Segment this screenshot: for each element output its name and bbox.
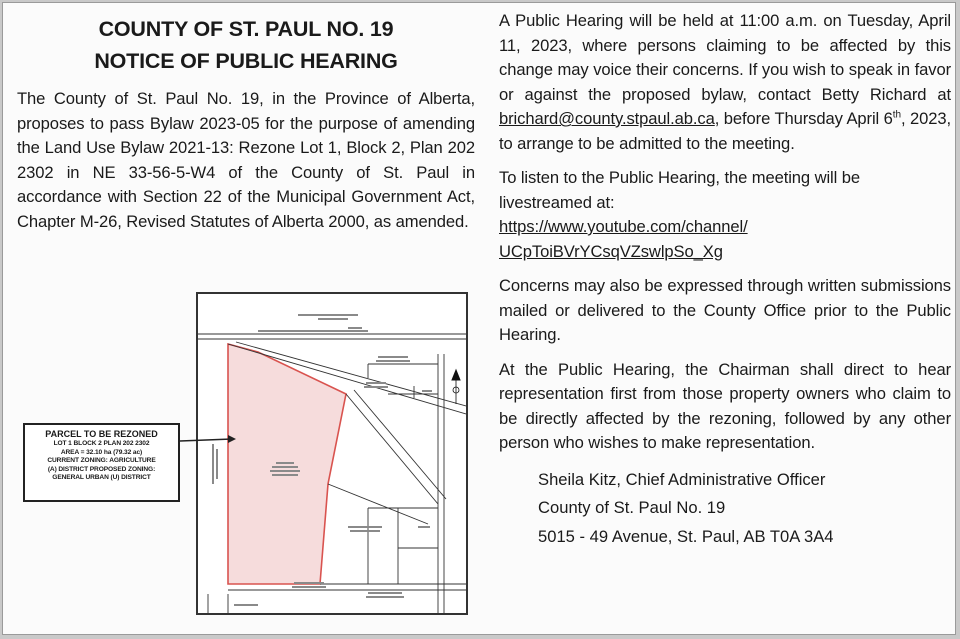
contact-email-link[interactable]: brichard@county.stpaul.ab.ca bbox=[499, 109, 715, 128]
callout-legal-description: LOT 1 BLOCK 2 PLAN 202 2302 bbox=[53, 440, 150, 447]
callout-area: AREA = 32.10 ha (79.32 ac) bbox=[60, 448, 143, 456]
parcel-location-map bbox=[196, 292, 468, 615]
livestream-url-link-part2[interactable]: UCpToiBVrYCsqVZswlpSo_Xg bbox=[499, 241, 723, 261]
bylaw-description: The County of St. Paul No. 19, in the Province of Alberta, proposes to pass Bylaw 2023-05 for the purpose of amending the Land Use Bylaw 2021-13: Rezone Lot 1, Block 2, Plan 202 2302 in NE 33-56-5-W4 of the County of St. Paul in accordance with Section 22 of the Municipal Government Act, Chapter M-26, Revised Statutes of Alberta 2000, as amended. bbox=[17, 89, 475, 231]
callout-new-district: GENERAL URBAN (U) DISTRICT bbox=[52, 474, 151, 481]
livestream-notice bbox=[499, 166, 951, 264]
signatory-address: 5015 - 49 Avenue, St. Paul, AB T0A 3A4 bbox=[538, 526, 834, 546]
callout-heading: PARCEL TO BE REZONED bbox=[45, 429, 158, 439]
livestream-text: To listen to the Public Hearing, the meeting will be livestreamed at: bbox=[499, 168, 860, 212]
north-arrow-icon bbox=[452, 370, 460, 404]
left-column bbox=[17, 13, 475, 234]
hearing-details bbox=[499, 9, 951, 156]
notice-heading: NOTICE OF PUBLIC HEARING bbox=[94, 49, 398, 73]
callout-pointer-arrow bbox=[178, 433, 238, 449]
hearing-text-2: , before Thursday April 6 bbox=[714, 109, 893, 128]
hearing-text-3: , 2023, to arrange to be admitted to the meeting. bbox=[499, 109, 951, 153]
hearing-text-1: A Public Hearing will be held at 11:00 a.m. on Tuesday, April 11, 2023, where persons claiming to be affected by this change may voice their concerns. If you wish to speak in favor or against the proposed bylaw, contact Betty Richard at bbox=[499, 11, 951, 104]
signature-block bbox=[538, 466, 951, 552]
date-superscript: th bbox=[892, 109, 901, 121]
public-hearing-notice bbox=[2, 2, 956, 635]
right-column bbox=[499, 9, 951, 551]
parcel-callout-box bbox=[23, 423, 180, 502]
notice-county-title: COUNTY OF ST. PAUL NO. 19 bbox=[98, 17, 394, 41]
callout-current-zoning: CURRENT ZONING: AGRICULTURE bbox=[47, 457, 156, 464]
signatory-organization: County of St. Paul No. 19 bbox=[538, 498, 726, 517]
chairman-procedure-text: At the Public Hearing, the Chairman shall direct to hear representation first from those property owners who claim to be directly affected by the rezoning, followed by any other person who wishes to make representation. bbox=[499, 359, 951, 452]
signatory-name: Sheila Kitz, Chief Administrative Officer bbox=[538, 469, 826, 489]
map-drawing bbox=[198, 294, 466, 613]
callout-proposed-zoning: (A) DISTRICT PROPOSED ZONING: bbox=[47, 465, 156, 473]
written-concerns-text: Concerns may also be expressed through written submissions mailed or delivered to the County Office prior to the Public Hearing. bbox=[499, 276, 951, 344]
livestream-url-link-part1[interactable]: https://www.youtube.com/channel/ bbox=[499, 217, 748, 236]
